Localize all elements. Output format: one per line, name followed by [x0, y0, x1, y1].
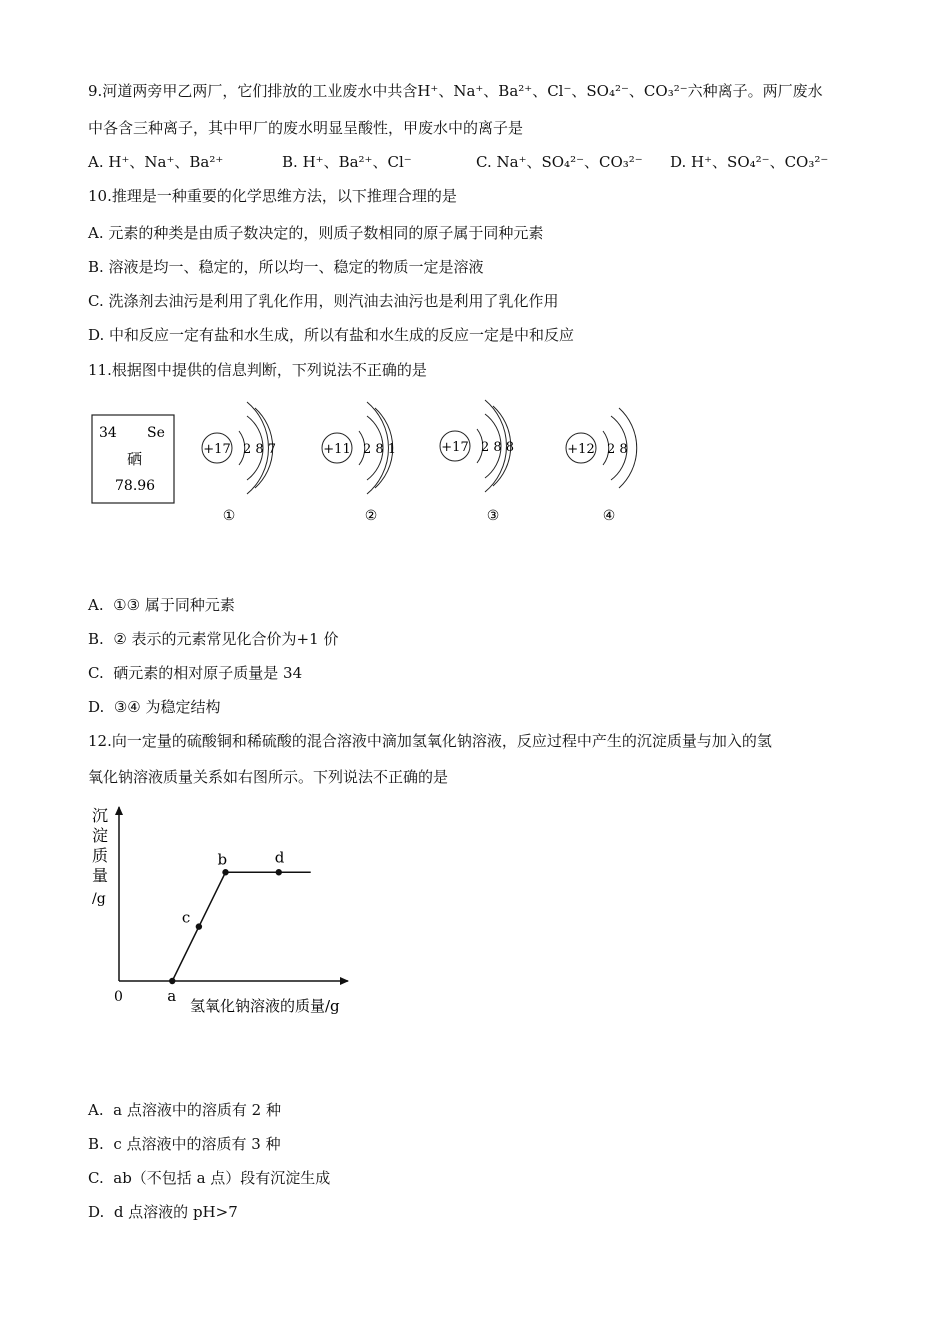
- y-label-char-2: 淀: [92, 826, 109, 845]
- point-a: [169, 978, 175, 984]
- atom-structure-3: [440, 400, 514, 524]
- electron-config: 2 8 8: [481, 440, 515, 455]
- q10-option-b[interactable]: B. 溶液是均一、稳定的，所以均一、稳定的物质一定是溶液: [88, 258, 484, 276]
- q11-option-b[interactable]: B. ② 表示的元素常见化合价为+1 价: [88, 630, 339, 648]
- q9-option-d[interactable]: D. H⁺、SO₄²⁻、CO₃²⁻: [670, 153, 829, 171]
- structure-label: ②: [364, 508, 378, 524]
- atom-structure-1: [202, 402, 276, 524]
- electron-config: 2 8: [607, 442, 628, 457]
- q12-option-a[interactable]: A. a 点溶液中的溶质有 2 种: [88, 1101, 281, 1119]
- element-box-selenium: [92, 415, 174, 503]
- point-c: [196, 923, 202, 929]
- atom-structure-2: [322, 402, 396, 524]
- element-symbol: Se: [147, 425, 165, 441]
- q9-ion-list: H⁺、Na⁺、Ba²⁺、Cl⁻、SO₄²⁻、CO₃²⁻: [417, 82, 688, 100]
- q12-option-b[interactable]: B. c 点溶液中的溶质有 3 种: [88, 1135, 281, 1153]
- q10-option-c[interactable]: C. 洗涤剂去油污是利用了乳化作用，则汽油去油污也是利用了乳化作用: [88, 292, 559, 310]
- y-label-char-1: 沉: [92, 806, 109, 825]
- q9-option-a[interactable]: A. H⁺、Na⁺、Ba²⁺: [88, 153, 224, 171]
- q9-stem-line1: 9.河道两旁甲乙两厂，它们排放的工业废水中共含H⁺、Na⁺、Ba²⁺、Cl⁻、SO₄²⁻、CO₃²⁻六种离子。两厂废水: [88, 82, 823, 100]
- q12-stem-line1: 12.向一定量的硫酸铜和稀硫酸的混合溶液中滴加氢氧化钠溶液，反应过程中产生的沉淀质量与加入的氢: [88, 732, 772, 750]
- element-atomic-number: 34: [99, 425, 117, 441]
- q12-option-d[interactable]: D. d 点溶液的 pH>7: [88, 1203, 238, 1221]
- nucleus-charge: +17: [441, 440, 469, 455]
- point-b: [222, 869, 228, 875]
- electron-config: 2 8 7: [243, 442, 277, 457]
- q11-option-d[interactable]: D. ③④ 为稳定结构: [88, 698, 221, 716]
- q10-stem: 10.推理是一种重要的化学思维方法，以下推理合理的是: [88, 187, 457, 205]
- q9-stem-line2: 中各含三种离子，其中甲厂的废水明显呈酸性，甲废水中的离子是: [88, 119, 524, 137]
- point-label-d: d: [274, 848, 285, 867]
- q12-chart: [80, 795, 380, 1025]
- point-d: [276, 869, 282, 875]
- point-label-a: a: [167, 987, 177, 1005]
- structure-label: ④: [602, 508, 616, 524]
- structure-label: ①: [222, 508, 236, 524]
- element-mass: 78.96: [115, 478, 156, 494]
- electron-config: 2 8 1: [363, 442, 397, 457]
- element-name: 硒: [127, 450, 143, 468]
- q11-stem: 11.根据图中提供的信息判断，下列说法不正确的是: [88, 361, 427, 379]
- q10-option-d[interactable]: D. 中和反应一定有盐和水生成，所以有盐和水生成的反应一定是中和反应: [88, 326, 575, 344]
- point-label-c: c: [181, 908, 191, 927]
- nucleus-charge: +17: [203, 442, 231, 457]
- nucleus-charge: +11: [323, 442, 351, 457]
- q9-option-b[interactable]: B. H⁺、Ba²⁺、Cl⁻: [282, 153, 412, 171]
- q11-figure: [85, 390, 645, 530]
- q11-option-c[interactable]: C. 硒元素的相对原子质量是 34: [88, 664, 303, 682]
- x-axis-label: 氢氧化钠溶液的质量/g: [190, 997, 340, 1015]
- q12-option-c[interactable]: C. ab（不包括 a 点）段有沉淀生成: [88, 1169, 331, 1187]
- q9-option-c[interactable]: C. Na⁺、SO₄²⁻、CO₃²⁻: [476, 153, 643, 171]
- point-label-b: b: [217, 850, 228, 869]
- nucleus-charge: +12: [567, 442, 595, 457]
- y-label-char-3: 质: [92, 846, 109, 865]
- precipitate-line: [172, 872, 310, 981]
- q12-stem-line2: 氧化钠溶液质量关系如右图所示。下列说法不正确的是: [88, 768, 449, 786]
- y-label-char-4: 量: [92, 866, 109, 885]
- origin-label: 0: [114, 989, 123, 1005]
- atom-structure-4: [566, 408, 637, 524]
- y-label-unit: /g: [92, 891, 106, 907]
- q10-option-a[interactable]: A. 元素的种类是由质子数决定的，则质子数相同的原子属于同种元素: [88, 224, 544, 242]
- structure-label: ③: [486, 508, 500, 524]
- q11-option-a[interactable]: A. ①③ 属于同种元素: [88, 596, 235, 614]
